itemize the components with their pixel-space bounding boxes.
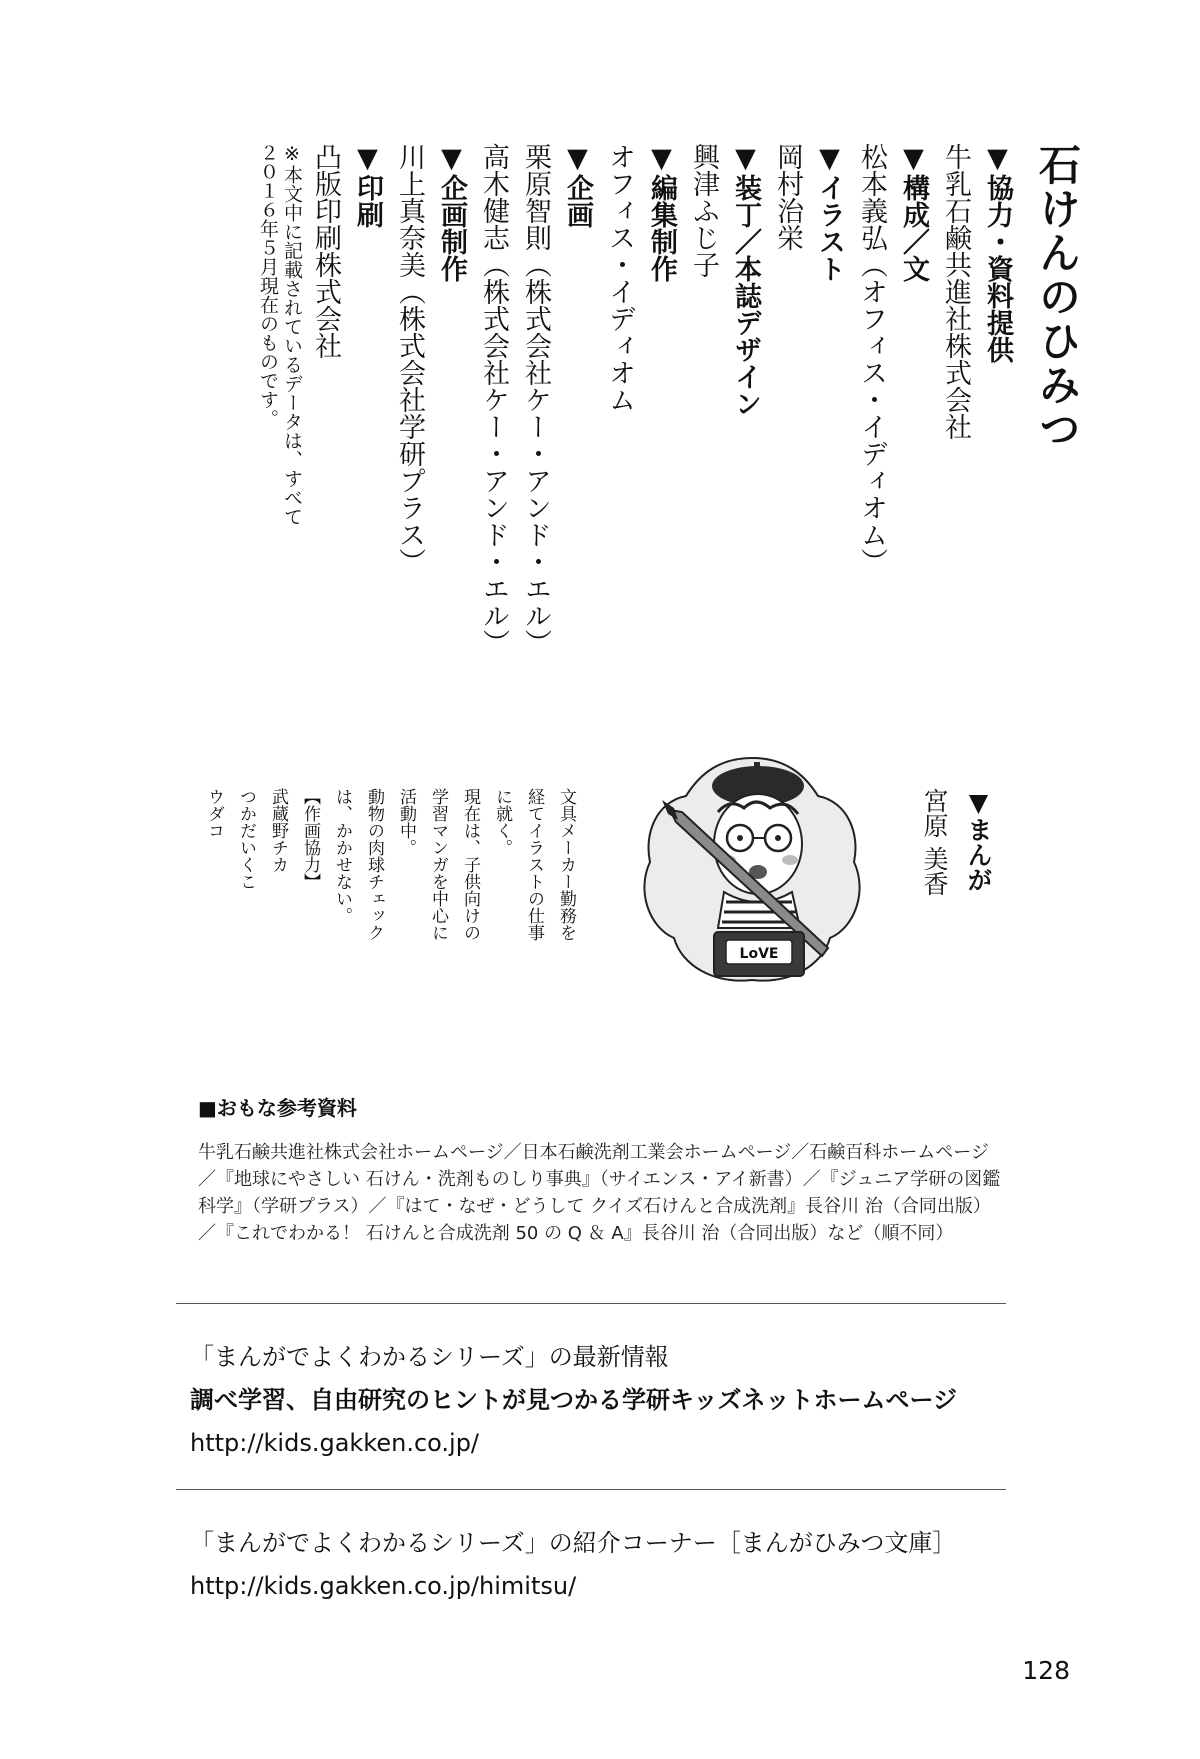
bio-line: 動物の肉球チェック bbox=[364, 788, 384, 941]
credit-heading: ▼装丁／本誌デザイン bbox=[730, 143, 761, 417]
credit-line: 牛乳石鹸共進社株式会社 bbox=[940, 143, 971, 440]
manga-artist-name: 宮原 美香 bbox=[920, 788, 949, 896]
page-number: 128 bbox=[1022, 1656, 1070, 1685]
artist-avatar-illustration bbox=[640, 752, 864, 994]
credit-heading: ▼企画制作 bbox=[436, 143, 467, 282]
latest-info-title: 「まんがでよくわかるシリーズ」の最新情報 bbox=[190, 1343, 669, 1371]
credit-line: 凸版印刷株式会社 bbox=[310, 143, 341, 359]
credit-line: オフィス・イディオム bbox=[604, 143, 635, 413]
bio-line: は、かかせない。 bbox=[332, 788, 352, 924]
credit-heading: ▼協力・資料提供 bbox=[982, 143, 1013, 363]
series-corner-section bbox=[190, 1522, 956, 1608]
bio-line: 活動中。 bbox=[396, 788, 416, 856]
bio-line: ウダコ bbox=[204, 788, 224, 839]
credit-note: ２０１６年５月現在のものです。 bbox=[257, 143, 279, 428]
credit-heading: ▼印刷 bbox=[352, 143, 383, 228]
divider bbox=[176, 1489, 1006, 1490]
credit-heading: ▼編集制作 bbox=[646, 143, 677, 282]
references-heading: ■おもな参考資料 bbox=[198, 1096, 357, 1120]
page-title: 石けんのひみつ bbox=[1033, 143, 1082, 451]
kids-net-link[interactable]: http://kids.gakken.co.jp/ bbox=[190, 1429, 480, 1457]
artist-bio bbox=[198, 788, 582, 941]
latest-info-section bbox=[190, 1336, 957, 1465]
credit-line: 栗原智則（株式会社ケー・アンド・エル） bbox=[520, 143, 551, 656]
credits-block bbox=[256, 143, 1018, 656]
credit-heading: ▼企画 bbox=[562, 143, 593, 228]
credit-line: 高木健志（株式会社ケー・アンド・エル） bbox=[478, 143, 509, 656]
credit-line: 興津ふじ子 bbox=[688, 143, 719, 278]
manga-credit bbox=[912, 788, 1000, 896]
manga-heading: ▼まんが bbox=[964, 788, 993, 892]
avatar-badge-text: LoVE bbox=[739, 946, 779, 962]
bio-line: つかだいくこ bbox=[236, 788, 256, 890]
bio-line: 経てイラストの仕事 bbox=[524, 788, 544, 941]
credit-line: 川上真奈美（株式会社学研プラス） bbox=[394, 143, 425, 575]
credit-heading: ▼構成／文 bbox=[898, 143, 929, 282]
credit-line: 岡村治栄 bbox=[772, 143, 803, 251]
references-section bbox=[198, 1092, 1003, 1247]
references-body: 牛乳石鹸共進社株式会社ホームページ／日本石鹸洗剤工業会ホームページ／石鹸百科ホームページ／『地球にやさしい 石けん・洗剤ものしり事典』（サイエンス・アイ新書）／『ジュニア学研の図鑑 科学』（学研プラス）／『はて・なぜ・どうして クイズ石けんと合成洗剤』長谷川 治（合同出版）／『これでわかる！ 石けんと合成洗剤 50 の Q ＆ A』長谷川 治（合同出版）など（順不同） bbox=[198, 1142, 1001, 1244]
bio-line: 文具メーカー勤務を bbox=[556, 788, 576, 941]
bio-line: に就く。 bbox=[492, 788, 512, 856]
bio-line: 【作画協力】 bbox=[300, 788, 320, 890]
bio-line: 武蔵野チカ bbox=[268, 788, 288, 873]
himitsu-link[interactable]: http://kids.gakken.co.jp/himitsu/ bbox=[190, 1572, 577, 1600]
bio-line: 学習マンガを中心に bbox=[428, 788, 448, 941]
divider bbox=[176, 1303, 1006, 1304]
series-corner-title: 「まんがでよくわかるシリーズ」の紹介コーナー［まんがひみつ文庫］ bbox=[190, 1529, 957, 1557]
bio-line: 現在は、子供向けの bbox=[460, 788, 480, 941]
credit-line: 松本義弘（オフィス・イディオム） bbox=[856, 143, 887, 575]
credit-heading: ▼イラスト bbox=[814, 143, 845, 282]
credit-note: ※本文中に記載されているデータは、すべて bbox=[281, 143, 303, 526]
latest-info-subtitle: 調べ学習、自由研究のヒントが見つかる学研キッズネットホームページ bbox=[190, 1386, 958, 1414]
